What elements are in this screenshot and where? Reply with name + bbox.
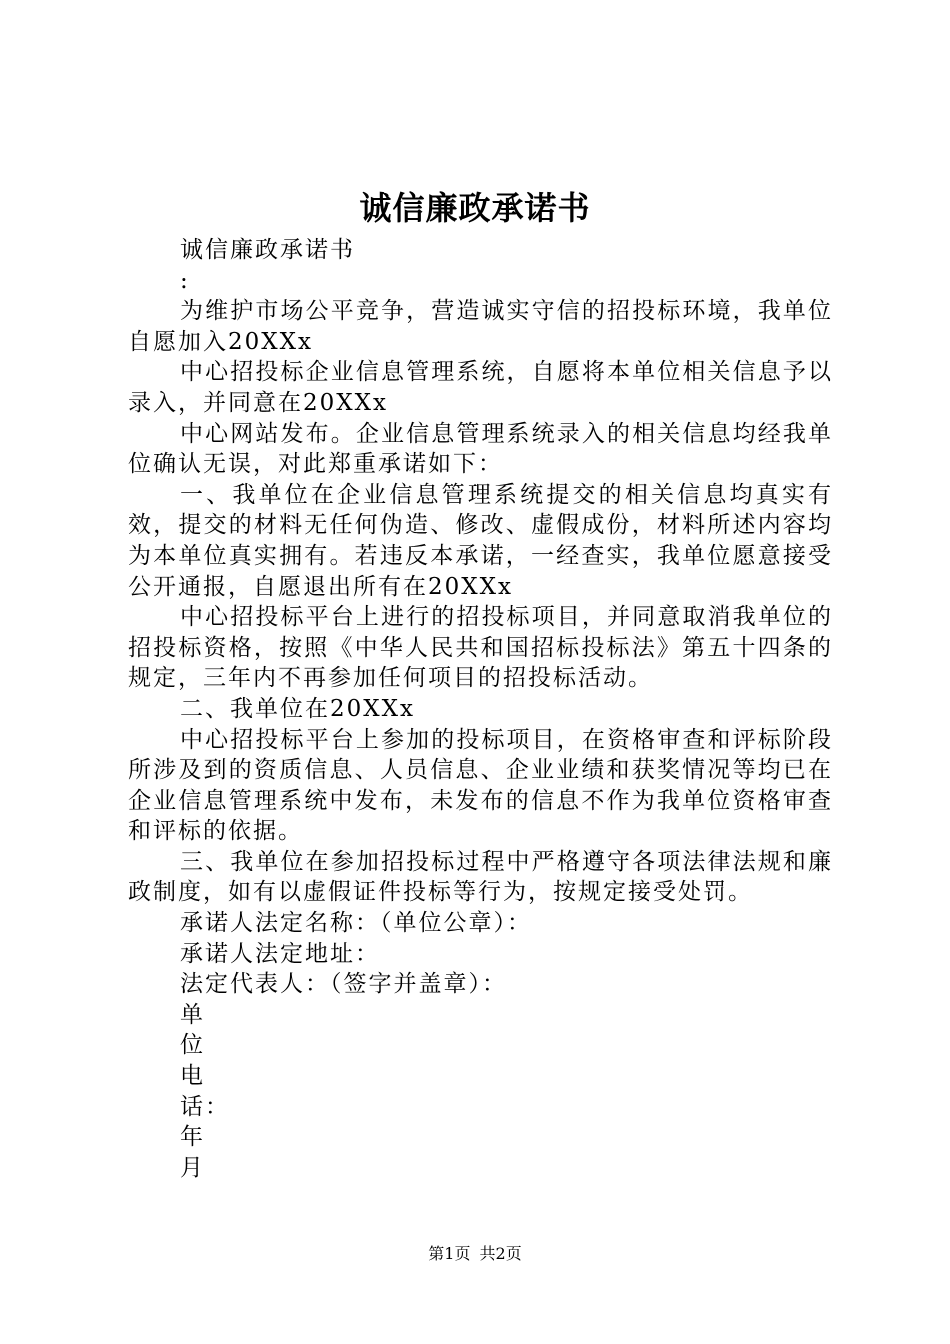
vertical-char-2: 位 [180,1032,205,1059]
paragraph-clause-1: 一、我单位在企业信息管理系统提交的相关信息均真实有效，提交的材料无任何伪造、修改、虚假成份，材料所述内容均为本单位真实拥有。若违反本承诺，一经查实，我单位愿意接受公开通报，自愿退出所有在20XXx [128,481,833,600]
signature-legal-rep: 法定代表人：（签字并盖章）： [180,971,507,998]
vertical-char-1: 单 [180,1001,205,1028]
document-body [128,235,833,1183]
paragraph-intro: 为维护市场公平竞争，营造诚实守信的招投标环境，我单位自愿加入20XXx [128,298,833,355]
paragraph-clause-3: 三、我单位在参加招投标过程中严格遵守各项法律法规和廉政制度，如有以虚假证件投标等行为，按规定接受处罚。 [128,848,833,906]
paragraph-system: 中心招投标企业信息管理系统，自愿将本单位相关信息予以录入，并同意在20XXx [128,359,833,416]
page-number: 第1页 [428,1244,471,1263]
paragraph-colon: : [180,267,190,294]
document-title: 诚信廉政承诺书 [359,189,591,227]
paragraph-clause-2-cont: 中心招投标平台上参加的投标项目，在资格审查和评标阶段所涉及到的资质信息、人员信息、企业业绩和获奖情况等均已在企业信息管理系统中发布，未发布的信息不作为我单位资格审查和评标的依据。 [128,726,833,845]
paragraph-clause-2: 二、我单位在20XXx [180,695,415,722]
vertical-char-3: 电 [180,1063,205,1090]
vertical-char-5: 年 [180,1124,205,1151]
paragraph-clause-1-cont: 中心招投标平台上进行的招投标项目，并同意取消我单位的招投标资格，按照《中华人民共和国招标投标法》第五十四条的规定，三年内不再参加任何项目的招投标活动。 [128,604,833,692]
signature-company-address: 承诺人法定地址： [180,940,380,967]
paragraph-website: 中心网站发布。企业信息管理系统录入的相关信息均经我单位确认无误，对此郑重承诺如下： [128,420,833,478]
page-footer [0,1244,950,1264]
vertical-char-6: 月 [180,1154,205,1181]
paragraph-heading: 诚信廉政承诺书 [180,237,355,263]
page-total: 共2页 [479,1244,522,1263]
vertical-char-4: 话： [180,1093,230,1120]
signature-company-name: 承诺人法定名称：（单位公章）： [180,910,532,937]
